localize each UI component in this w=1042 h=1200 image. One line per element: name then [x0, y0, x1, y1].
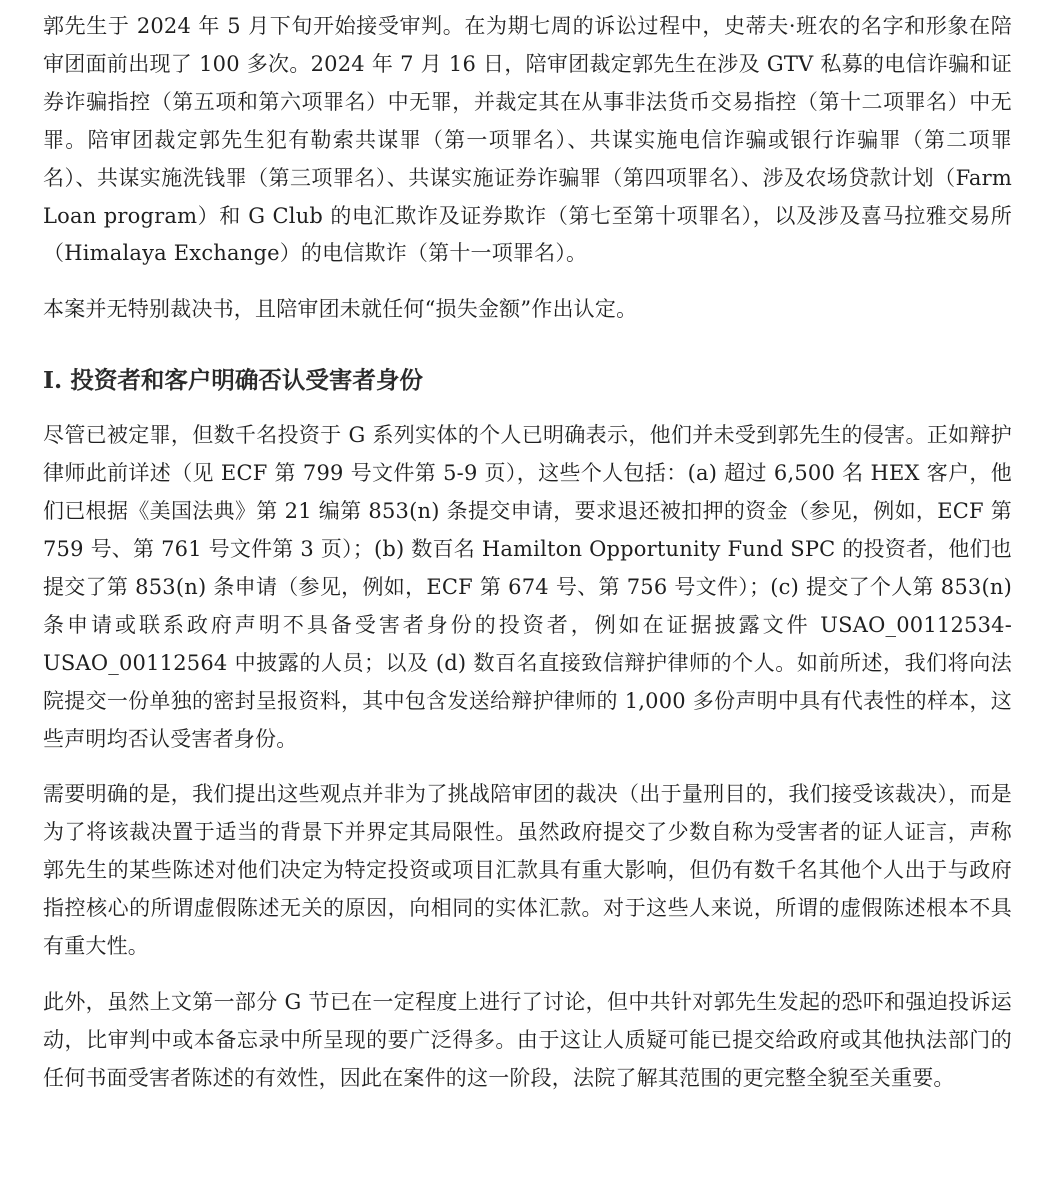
paragraph-no-special-verdict: 本案并无特别裁决书，且陪审团未就任何“损失金额”作出认定。: [43, 297, 638, 322]
paragraph-verdict-context: 需要明确的是，我们提出这些观点并非为了挑战陪审团的裁决（出于量刑目的，我们接受该裁决），而是为了将该裁决置于适当的背景下并界定其局限性。虽然政府提交了少数自称为受害者的证人证言，声称郭先生的某些陈述对他们决定为特定投资或项目汇款具有重大影响，但仍有数千名其他个人出于与政府指控核心的所谓虚假陈述无关的原因，向相同的实体汇款。对于这些人来说，所谓的虚假陈述根本不具有重大性。: [43, 782, 1012, 959]
paragraph-investors-disclaim: 尽管已被定罪，但数千名投资于 G 系列实体的个人已明确表示，他们并未受到郭先生的侵害。正如辩护律师此前详述（见 ECF 第 799 号文件第 5-9 页），这些个人包括：(a) 超过 6,500 名 HEX 客户，他们已根据《美国法典》第 21 编第 853(n) 条提交申请，要求退还被扣押的资金（参见，例如，ECF 第 759 号、第 761 号文件第 3 页）；(b) 数百名 Hamilton Opportunity Fund SPC 的投资者，他们也提交了第 853(n) 条申请（参见，例如，ECF 第 674 号、第 756 号文件）；(c) 提交了个人第 853(n) 条申请或联系政府声明不具备受害者身份的投资者，例如在证据披露文件 USAO_00112534-USAO_00112564 中披露的人员；以及 (d) 数百名直接致信辩护律师的个人。如前所述，我们将向法院提交一份单独的密封呈报资料，其中包含发送给辩护律师的 1,000 多份声明中具有代表性的样本，这些声明均否认受害者身份。: [43, 423, 1012, 751]
section-heading: I. 投资者和客户明确否认受害者身份: [43, 366, 423, 395]
paragraph-ccp-campaign: 此外，虽然上文第一部分 G 节已在一定程度上进行了讨论，但中共针对郭先生发起的恐吓和强迫投诉运动，比审判中或本备忘录中所呈现的要广泛得多。由于这让人质疑可能已提交给政府或其他执法部门的任何书面受害者陈述的有效性，因此在案件的这一阶段，法院了解其范围的更完整全貌至关重要。: [43, 989, 1012, 1090]
paragraph-trial-verdict: 郭先生于 2024 年 5 月下旬开始接受审判。在为期七周的诉讼过程中，史蒂夫·班农的名字和形象在陪审团面前出现了 100 多次。2024 年 7 月 16 日，陪审团裁定郭先生在涉及 GTV 私募的电信诈骗和证券诈骗指控（第五项和第六项罪名）中无罪，并裁定其在从事非法货币交易指控（第十二项罪名）中无罪。陪审团裁定郭先生犯有勒索共谋罪（第一项罪名）、共谋实施电信诈骗或银行诈骗罪（第二项罪名）、共谋实施洗钱罪（第三项罪名）、共谋实施证券诈骗罪（第四项罪名）、涉及农场贷款计划（Farm Loan program）和 G Club 的电汇欺诈及证券欺诈（第七至第十项罪名），以及涉及喜马拉雅交易所（Himalaya Exchange）的电信欺诈（第十一项罪名）。: [43, 14, 1012, 266]
